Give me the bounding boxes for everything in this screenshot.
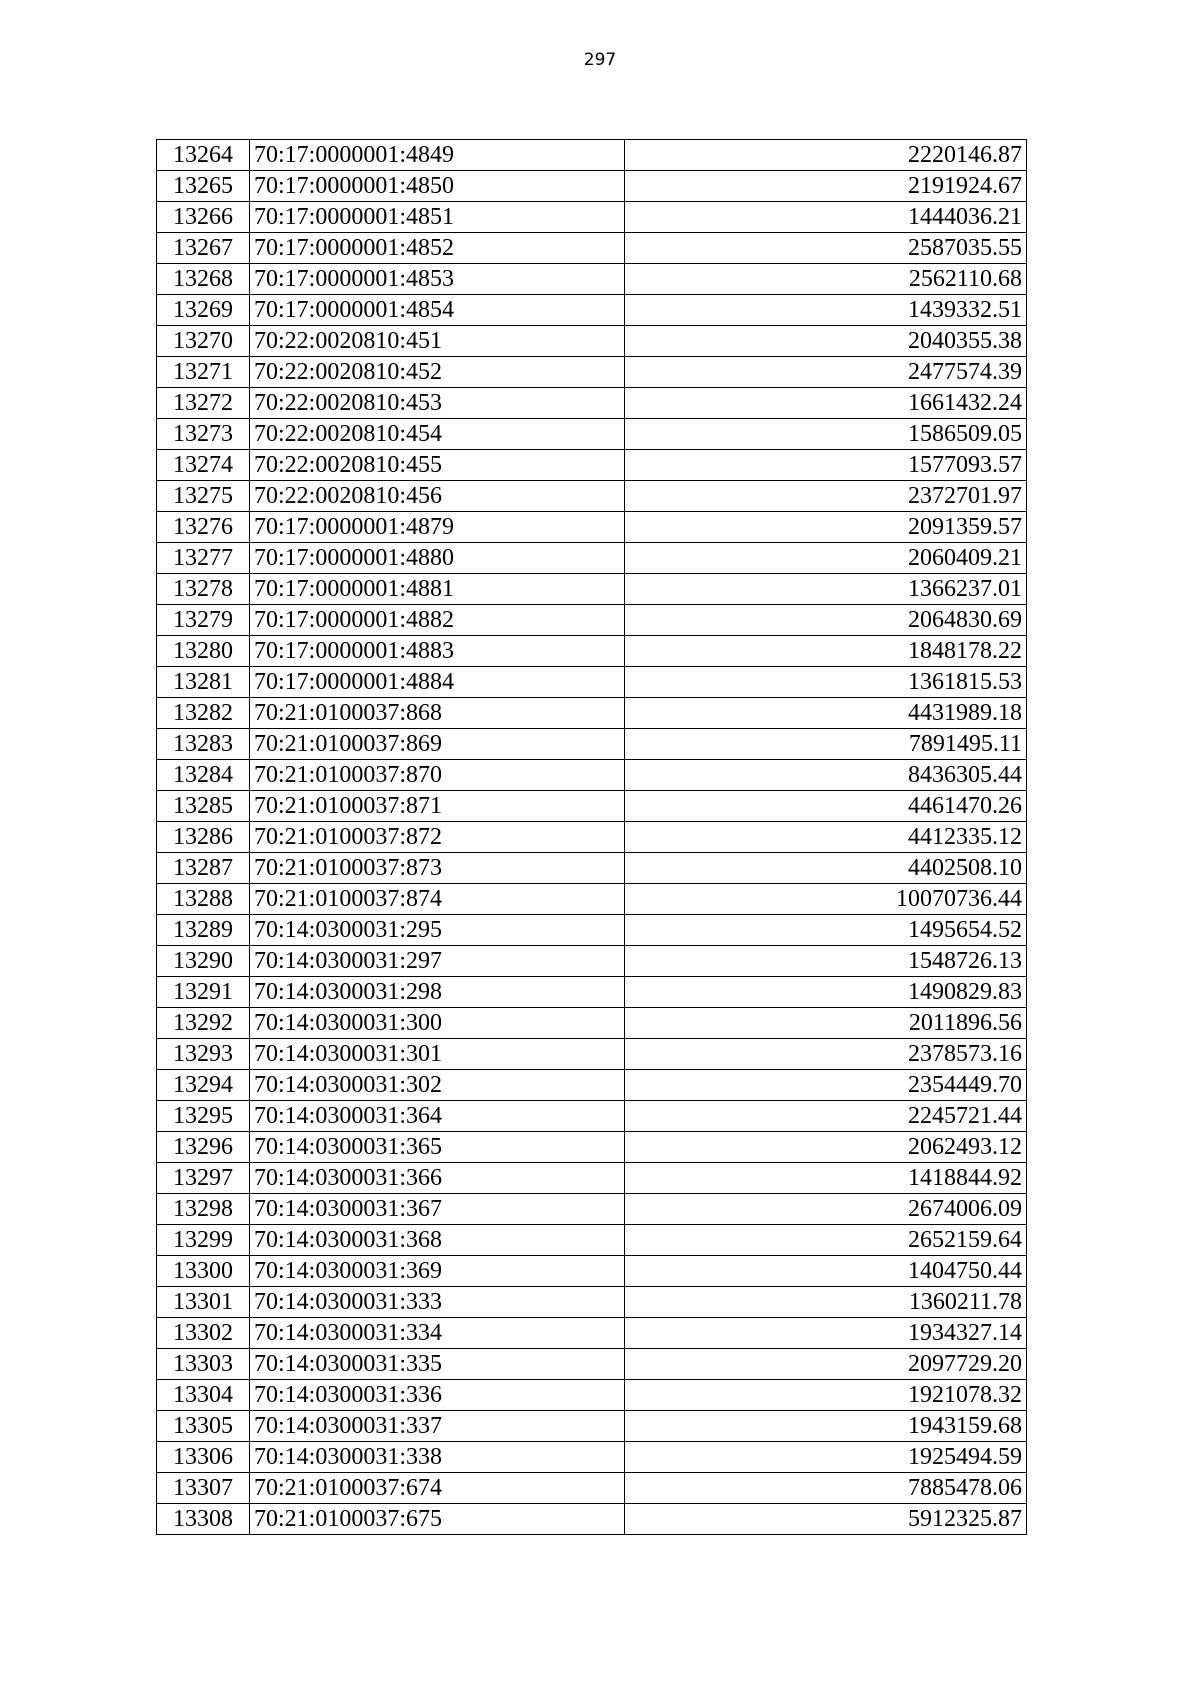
row-number-cell: 13264 xyxy=(157,140,250,171)
value-cell: 2372701.97 xyxy=(625,481,1027,512)
cadastral-number-cell: 70:14:0300031:297 xyxy=(250,946,625,977)
table-row xyxy=(157,760,1027,791)
value-cell: 1444036.21 xyxy=(625,202,1027,233)
value-cell: 2011896.56 xyxy=(625,1008,1027,1039)
cadastral-number-cell: 70:21:0100037:675 xyxy=(250,1504,625,1535)
value-cell: 2220146.87 xyxy=(625,140,1027,171)
cadastral-number-cell: 70:14:0300031:336 xyxy=(250,1380,625,1411)
table-row xyxy=(157,574,1027,605)
cadastral-number-cell: 70:17:0000001:4850 xyxy=(250,171,625,202)
table-row xyxy=(157,1287,1027,1318)
row-number-cell: 13283 xyxy=(157,729,250,760)
row-number-cell: 13288 xyxy=(157,884,250,915)
cadastral-number-cell: 70:14:0300031:369 xyxy=(250,1256,625,1287)
value-cell: 2378573.16 xyxy=(625,1039,1027,1070)
cadastral-number-cell: 70:14:0300031:366 xyxy=(250,1163,625,1194)
table-row xyxy=(157,543,1027,574)
row-number-cell: 13301 xyxy=(157,1287,250,1318)
cadastral-number-cell: 70:17:0000001:4854 xyxy=(250,295,625,326)
cadastral-number-cell: 70:14:0300031:338 xyxy=(250,1442,625,1473)
cadastral-number-cell: 70:14:0300031:333 xyxy=(250,1287,625,1318)
row-number-cell: 13271 xyxy=(157,357,250,388)
row-number-cell: 13304 xyxy=(157,1380,250,1411)
page-number: 297 xyxy=(583,50,617,70)
value-cell: 1404750.44 xyxy=(625,1256,1027,1287)
table-row xyxy=(157,667,1027,698)
table-row xyxy=(157,419,1027,450)
row-number-cell: 13300 xyxy=(157,1256,250,1287)
row-number-cell: 13269 xyxy=(157,295,250,326)
row-number-cell: 13295 xyxy=(157,1101,250,1132)
table-row xyxy=(157,1070,1027,1101)
table-row xyxy=(157,1225,1027,1256)
table-row xyxy=(157,977,1027,1008)
cadastral-number-cell: 70:17:0000001:4853 xyxy=(250,264,625,295)
value-cell: 1360211.78 xyxy=(625,1287,1027,1318)
cadastral-number-cell: 70:21:0100037:870 xyxy=(250,760,625,791)
row-number-cell: 13268 xyxy=(157,264,250,295)
value-cell: 1661432.24 xyxy=(625,388,1027,419)
value-cell: 2191924.67 xyxy=(625,171,1027,202)
row-number-cell: 13303 xyxy=(157,1349,250,1380)
value-cell: 1925494.59 xyxy=(625,1442,1027,1473)
row-number-cell: 13267 xyxy=(157,233,250,264)
row-number-cell: 13298 xyxy=(157,1194,250,1225)
row-number-cell: 13292 xyxy=(157,1008,250,1039)
cadastral-number-cell: 70:22:0020810:454 xyxy=(250,419,625,450)
value-cell: 7885478.06 xyxy=(625,1473,1027,1504)
table-row xyxy=(157,512,1027,543)
value-cell: 10070736.44 xyxy=(625,884,1027,915)
table-row xyxy=(157,946,1027,977)
table-row xyxy=(157,1349,1027,1380)
row-number-cell: 13308 xyxy=(157,1504,250,1535)
cadastral-number-cell: 70:22:0020810:453 xyxy=(250,388,625,419)
table-row xyxy=(157,1163,1027,1194)
table-row xyxy=(157,1411,1027,1442)
row-number-cell: 13280 xyxy=(157,636,250,667)
cadastral-number-cell: 70:21:0100037:873 xyxy=(250,853,625,884)
value-cell: 2245721.44 xyxy=(625,1101,1027,1132)
table-row xyxy=(157,295,1027,326)
cadastral-number-cell: 70:14:0300031:298 xyxy=(250,977,625,1008)
row-number-cell: 13285 xyxy=(157,791,250,822)
cadastral-number-cell: 70:21:0100037:874 xyxy=(250,884,625,915)
value-cell: 2091359.57 xyxy=(625,512,1027,543)
row-number-cell: 13287 xyxy=(157,853,250,884)
row-number-cell: 13275 xyxy=(157,481,250,512)
value-cell: 2062493.12 xyxy=(625,1132,1027,1163)
cadastral-number-cell: 70:14:0300031:335 xyxy=(250,1349,625,1380)
cadastral-number-cell: 70:21:0100037:868 xyxy=(250,698,625,729)
value-cell: 2652159.64 xyxy=(625,1225,1027,1256)
row-number-cell: 13282 xyxy=(157,698,250,729)
value-cell: 1848178.22 xyxy=(625,636,1027,667)
cadastral-number-cell: 70:17:0000001:4879 xyxy=(250,512,625,543)
row-number-cell: 13286 xyxy=(157,822,250,853)
row-number-cell: 13294 xyxy=(157,1070,250,1101)
table-row xyxy=(157,1504,1027,1535)
cadastral-number-cell: 70:22:0020810:456 xyxy=(250,481,625,512)
table-row xyxy=(157,729,1027,760)
value-cell: 1490829.83 xyxy=(625,977,1027,1008)
table-row xyxy=(157,171,1027,202)
table-row xyxy=(157,140,1027,171)
value-cell: 1361815.53 xyxy=(625,667,1027,698)
row-number-cell: 13307 xyxy=(157,1473,250,1504)
table-row xyxy=(157,822,1027,853)
cadastral-number-cell: 70:22:0020810:452 xyxy=(250,357,625,388)
cadastral-number-cell: 70:14:0300031:295 xyxy=(250,915,625,946)
value-cell: 1577093.57 xyxy=(625,450,1027,481)
row-number-cell: 13302 xyxy=(157,1318,250,1349)
value-cell: 2354449.70 xyxy=(625,1070,1027,1101)
table-row xyxy=(157,1380,1027,1411)
row-number-cell: 13289 xyxy=(157,915,250,946)
value-cell: 2097729.20 xyxy=(625,1349,1027,1380)
row-number-cell: 13266 xyxy=(157,202,250,233)
value-cell: 2674006.09 xyxy=(625,1194,1027,1225)
table-body xyxy=(157,140,1027,1535)
value-cell: 1439332.51 xyxy=(625,295,1027,326)
value-cell: 1921078.32 xyxy=(625,1380,1027,1411)
table-row xyxy=(157,1442,1027,1473)
table-row xyxy=(157,1101,1027,1132)
value-cell: 7891495.11 xyxy=(625,729,1027,760)
cadastral-number-cell: 70:14:0300031:301 xyxy=(250,1039,625,1070)
table-row xyxy=(157,915,1027,946)
cadastral-number-cell: 70:21:0100037:871 xyxy=(250,791,625,822)
cadastral-number-cell: 70:14:0300031:368 xyxy=(250,1225,625,1256)
cadastral-number-cell: 70:14:0300031:300 xyxy=(250,1008,625,1039)
value-cell: 2060409.21 xyxy=(625,543,1027,574)
cadastral-number-cell: 70:17:0000001:4880 xyxy=(250,543,625,574)
cadastral-number-cell: 70:14:0300031:364 xyxy=(250,1101,625,1132)
cadastral-number-cell: 70:14:0300031:367 xyxy=(250,1194,625,1225)
table-row xyxy=(157,636,1027,667)
value-cell: 8436305.44 xyxy=(625,760,1027,791)
row-number-cell: 13278 xyxy=(157,574,250,605)
table-row xyxy=(157,1194,1027,1225)
row-number-cell: 13265 xyxy=(157,171,250,202)
table-row xyxy=(157,884,1027,915)
table-row xyxy=(157,450,1027,481)
table-row xyxy=(157,264,1027,295)
row-number-cell: 13272 xyxy=(157,388,250,419)
row-number-cell: 13284 xyxy=(157,760,250,791)
cadastral-number-cell: 70:17:0000001:4852 xyxy=(250,233,625,264)
cadastral-number-cell: 70:14:0300031:365 xyxy=(250,1132,625,1163)
table-row xyxy=(157,481,1027,512)
table-row xyxy=(157,326,1027,357)
row-number-cell: 13290 xyxy=(157,946,250,977)
table-row xyxy=(157,698,1027,729)
row-number-cell: 13277 xyxy=(157,543,250,574)
value-cell: 2064830.69 xyxy=(625,605,1027,636)
cadastral-number-cell: 70:14:0300031:302 xyxy=(250,1070,625,1101)
row-number-cell: 13296 xyxy=(157,1132,250,1163)
table-row xyxy=(157,357,1027,388)
value-cell: 1418844.92 xyxy=(625,1163,1027,1194)
table-row xyxy=(157,388,1027,419)
value-cell: 2587035.55 xyxy=(625,233,1027,264)
cadastral-number-cell: 70:22:0020810:455 xyxy=(250,450,625,481)
value-cell: 2040355.38 xyxy=(625,326,1027,357)
row-number-cell: 13281 xyxy=(157,667,250,698)
cadastral-number-cell: 70:14:0300031:337 xyxy=(250,1411,625,1442)
table-row xyxy=(157,1008,1027,1039)
table-row xyxy=(157,853,1027,884)
row-number-cell: 13279 xyxy=(157,605,250,636)
cadastral-number-cell: 70:21:0100037:869 xyxy=(250,729,625,760)
row-number-cell: 13270 xyxy=(157,326,250,357)
cadastral-number-cell: 70:22:0020810:451 xyxy=(250,326,625,357)
value-cell: 4461470.26 xyxy=(625,791,1027,822)
registry-table xyxy=(156,139,1027,1535)
value-cell: 4402508.10 xyxy=(625,853,1027,884)
value-cell: 1495654.52 xyxy=(625,915,1027,946)
table-row xyxy=(157,1318,1027,1349)
table-row xyxy=(157,605,1027,636)
row-number-cell: 13276 xyxy=(157,512,250,543)
value-cell: 1943159.68 xyxy=(625,1411,1027,1442)
value-cell: 5912325.87 xyxy=(625,1504,1027,1535)
cadastral-number-cell: 70:17:0000001:4882 xyxy=(250,605,625,636)
table-row xyxy=(157,202,1027,233)
row-number-cell: 13305 xyxy=(157,1411,250,1442)
value-cell: 4412335.12 xyxy=(625,822,1027,853)
cadastral-number-cell: 70:17:0000001:4849 xyxy=(250,140,625,171)
row-number-cell: 13306 xyxy=(157,1442,250,1473)
row-number-cell: 13273 xyxy=(157,419,250,450)
value-cell: 1586509.05 xyxy=(625,419,1027,450)
cadastral-number-cell: 70:17:0000001:4851 xyxy=(250,202,625,233)
row-number-cell: 13291 xyxy=(157,977,250,1008)
table-row xyxy=(157,1132,1027,1163)
cadastral-number-cell: 70:17:0000001:4881 xyxy=(250,574,625,605)
table-row xyxy=(157,1256,1027,1287)
table-row xyxy=(157,233,1027,264)
row-number-cell: 13293 xyxy=(157,1039,250,1070)
row-number-cell: 13274 xyxy=(157,450,250,481)
cadastral-number-cell: 70:17:0000001:4884 xyxy=(250,667,625,698)
value-cell: 4431989.18 xyxy=(625,698,1027,729)
value-cell: 1548726.13 xyxy=(625,946,1027,977)
row-number-cell: 13299 xyxy=(157,1225,250,1256)
value-cell: 1366237.01 xyxy=(625,574,1027,605)
table-row xyxy=(157,1039,1027,1070)
value-cell: 2562110.68 xyxy=(625,264,1027,295)
value-cell: 1934327.14 xyxy=(625,1318,1027,1349)
table-row xyxy=(157,791,1027,822)
table-row xyxy=(157,1473,1027,1504)
cadastral-number-cell: 70:21:0100037:872 xyxy=(250,822,625,853)
cadastral-number-cell: 70:21:0100037:674 xyxy=(250,1473,625,1504)
cadastral-number-cell: 70:17:0000001:4883 xyxy=(250,636,625,667)
row-number-cell: 13297 xyxy=(157,1163,250,1194)
cadastral-number-cell: 70:14:0300031:334 xyxy=(250,1318,625,1349)
value-cell: 2477574.39 xyxy=(625,357,1027,388)
